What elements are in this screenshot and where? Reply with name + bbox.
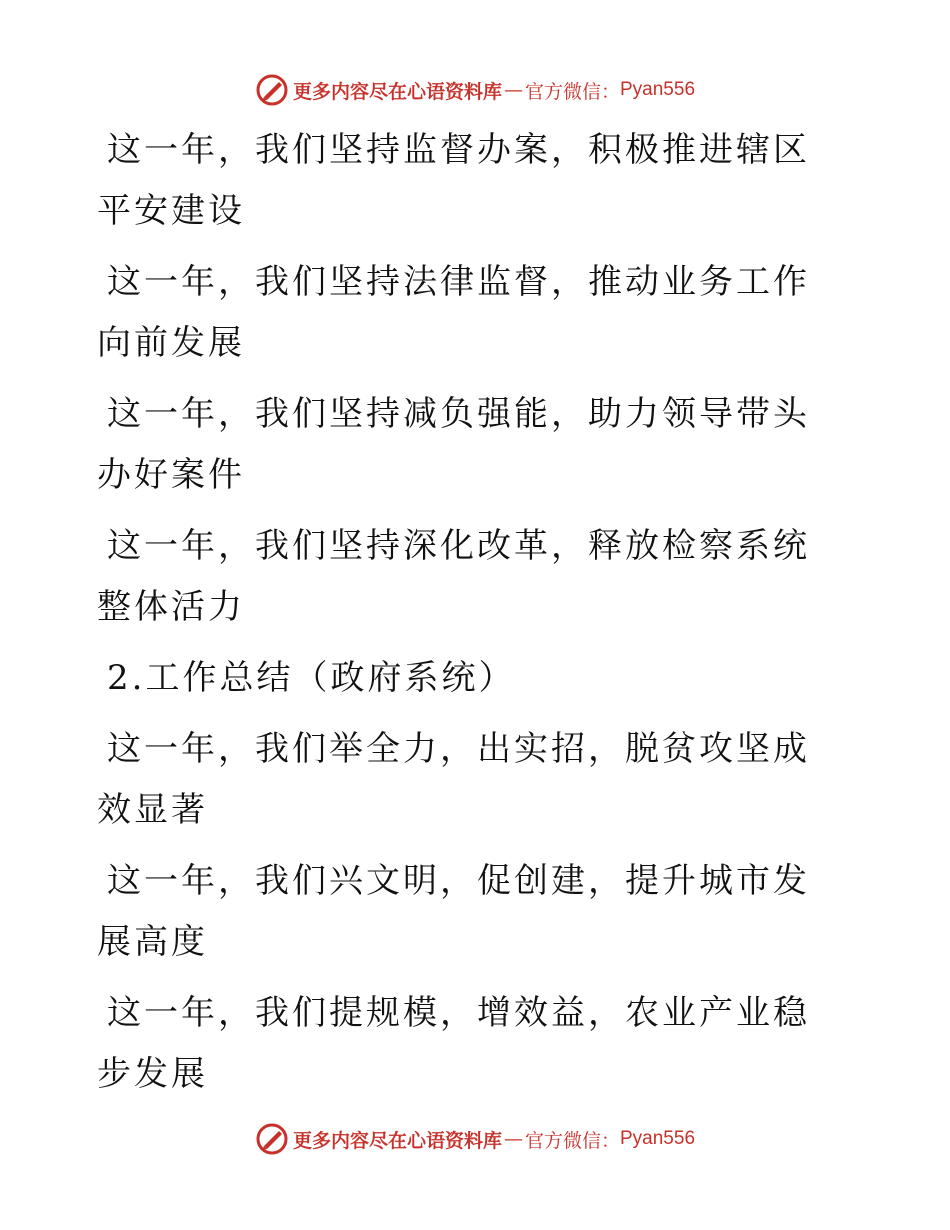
paragraph: 这一年，我们坚持深化改革，释放检察系统整体活力 bbox=[97, 526, 810, 627]
header-watermark bbox=[0, 70, 950, 110]
paragraph: 这一年，我们兴文明，促创建，提升城市发展高度 bbox=[97, 861, 810, 962]
paragraph: 这一年，我们坚持法律监督，推动业务工作向前发展 bbox=[97, 262, 810, 363]
footer-watermark bbox=[0, 1119, 950, 1159]
document-body bbox=[97, 120, 837, 1115]
watermark-wechat-id: Pyan556 bbox=[620, 1128, 696, 1149]
watermark-brand: 更多内容尽在心语资料库 bbox=[292, 80, 502, 103]
paragraph: 这一年，我们坚持减负强能，助力领导带头办好案件 bbox=[97, 394, 810, 495]
watermark-brand: 更多内容尽在心语资料库 bbox=[292, 1129, 502, 1152]
watermark-wechat-id: Pyan556 bbox=[620, 79, 696, 100]
pen-logo-icon bbox=[255, 1122, 289, 1156]
section-heading: 2.工作总结（政府系统） bbox=[107, 658, 516, 698]
paragraph: 这一年，我们坚持监督办案，积极推进辖区平安建设 bbox=[97, 130, 810, 231]
watermark-wechat-label: 官方微信： bbox=[524, 80, 620, 103]
watermark-dash: — bbox=[503, 79, 523, 101]
watermark-wechat-label: 官方微信： bbox=[524, 1129, 620, 1152]
paragraph: 这一年，我们提规模，增效益，农业产业稳步发展 bbox=[97, 993, 810, 1094]
paragraph: 这一年，我们举全力，出实招，脱贫攻坚成效显著 bbox=[97, 729, 810, 830]
pen-logo-icon bbox=[255, 73, 289, 107]
watermark-dash: — bbox=[503, 1128, 523, 1150]
